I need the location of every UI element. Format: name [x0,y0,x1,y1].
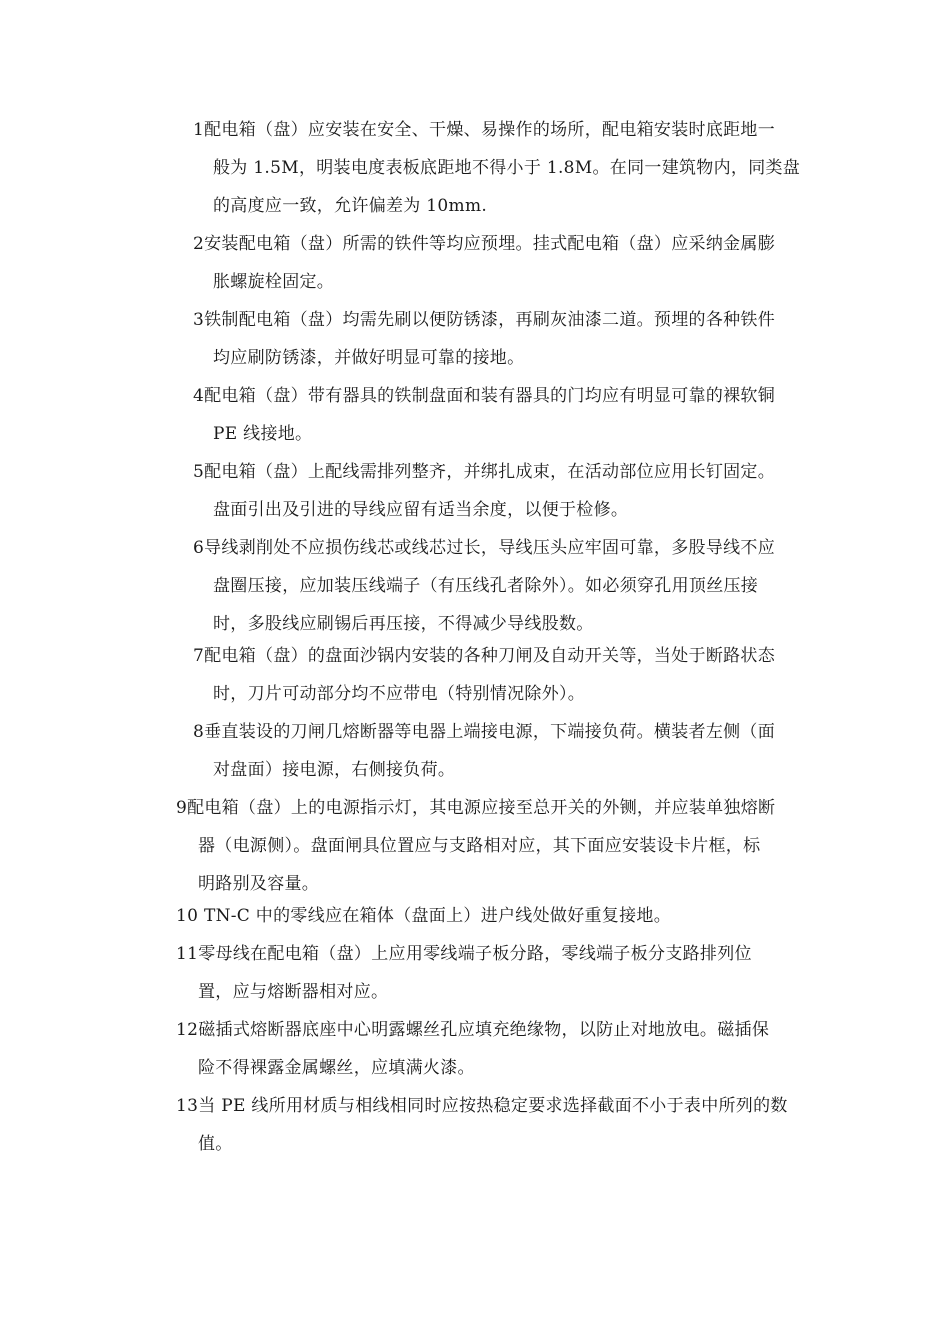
item-text-line: 对盘面）接电源，右侧接负荷。 [213,760,456,780]
item-text-line: 零母线在配电箱（盘）上应用零线端子板分路，零线端子板分支路排列位 [198,944,752,964]
item-text-line: 配电箱（盘）上的电源指示灯，其电源应接至总开关的外铡，并应装单独熔断 [187,798,776,818]
list-item-7 [193,637,833,713]
list-item-13 [176,1087,816,1163]
item-text-line: 配电箱（盘）的盘面沙锅内安装的各种刀闸及自动开关等，当处于断路状态 [204,646,776,666]
item-text-line: 器（电源侧）。盘面闸具位置应与支路相对应，其下面应安装设卡片框，标 [198,836,761,856]
list-item-4 [193,377,833,453]
item-number: 11 [176,944,199,964]
list-item-3 [193,301,833,377]
item-text-line: 明路别及容量。 [198,874,320,894]
item-text-line: 安装配电箱（盘）所需的铁件等均应预埋。挂式配电箱（盘）应采纳金属膨 [204,234,776,254]
item-number: 1 [193,120,205,140]
item-text-line: 盘圈压接，应加装压线端子（有压线孔者除外）。如必须穿孔用顶丝压接 [213,576,759,596]
item-number: 3 [193,310,205,330]
list-item-5 [193,453,833,529]
item-number: 13 [176,1096,199,1116]
item-text-line: 当 PE 线所用材质与相线相同时应按热稳定要求选择截面不小于表中所列的数 [198,1096,788,1116]
list-item-9 [176,789,816,903]
item-text-line: 置，应与熔断器相对应。 [198,982,389,1002]
item-number: 6 [193,538,205,558]
item-number: 12 [176,1020,199,1040]
item-number: 8 [193,722,205,742]
item-number: 10 [176,906,199,926]
item-text-line: 配电箱（盘）上配线需排列整齐，并绑扎成束，在活动部位应用长钉固定。 [204,462,776,482]
item-text-line: 配电箱（盘）应安装在安全、干燥、易操作的场所，配电箱安装时底距地一 [204,120,776,140]
list-item-10 [176,897,816,935]
item-text-line: 胀螺旋栓固定。 [213,272,335,292]
item-text-line: PE 线接地。 [213,424,313,444]
item-text-line: 导线剥削处不应损伤线芯或线芯过长，导线压头应牢固可靠，多股导线不应 [204,538,776,558]
item-number: 7 [193,646,205,666]
item-text-line: 般为 1.5M，明装电度表板底距地不得小于 1.8M。在同一建筑物内，同类盘 [213,158,801,178]
list-item-1 [193,111,833,225]
item-number: 2 [193,234,205,254]
item-text-line: 盘面引出及引进的导线应留有适当余度，以便于检修。 [213,500,629,520]
list-item-11 [176,935,816,1011]
item-text-line: 的高度应一致，允许偏差为 10mm. [213,196,488,216]
list-item-12 [176,1011,816,1087]
item-number: 9 [176,798,188,818]
item-text-line: 时，多股线应刷锡后再压接，不得减少导线股数。 [213,614,594,634]
item-text-line: 配电箱（盘）带有器具的铁制盘面和装有器具的门均应有明显可靠的裸软铜 [204,386,776,406]
item-text-line: 险不得裸露金属螺丝，应填满火漆。 [198,1058,475,1078]
item-text-line: 值。 [198,1134,233,1154]
item-number: 5 [193,462,205,482]
item-number: 4 [193,386,205,406]
item-text-line: 均应刷防锈漆，并做好明显可靠的接地。 [213,348,525,368]
item-text-line: 磁插式熔断器底座中心明露螺丝孔应填充绝缘物，以防止对地放电。磁插保 [198,1020,770,1040]
list-item-6 [193,529,833,643]
list-item-8 [193,713,833,789]
item-text-line: 时，刀片可动部分均不应带电（特别情况除外）。 [213,684,586,704]
item-text-line: 铁制配电箱（盘）均需先刷以便防锈漆，再刷灰油漆二道。预埋的各种铁件 [204,310,776,330]
list-item-2 [193,225,833,301]
item-text-line: 垂直装设的刀闸几熔断器等电器上端接电源，下端接负荷。横装者左侧（面 [204,722,776,742]
item-text-line: TN-C 中的零线应在箱体（盘面上）进户线处做好重复接地。 [198,906,672,926]
